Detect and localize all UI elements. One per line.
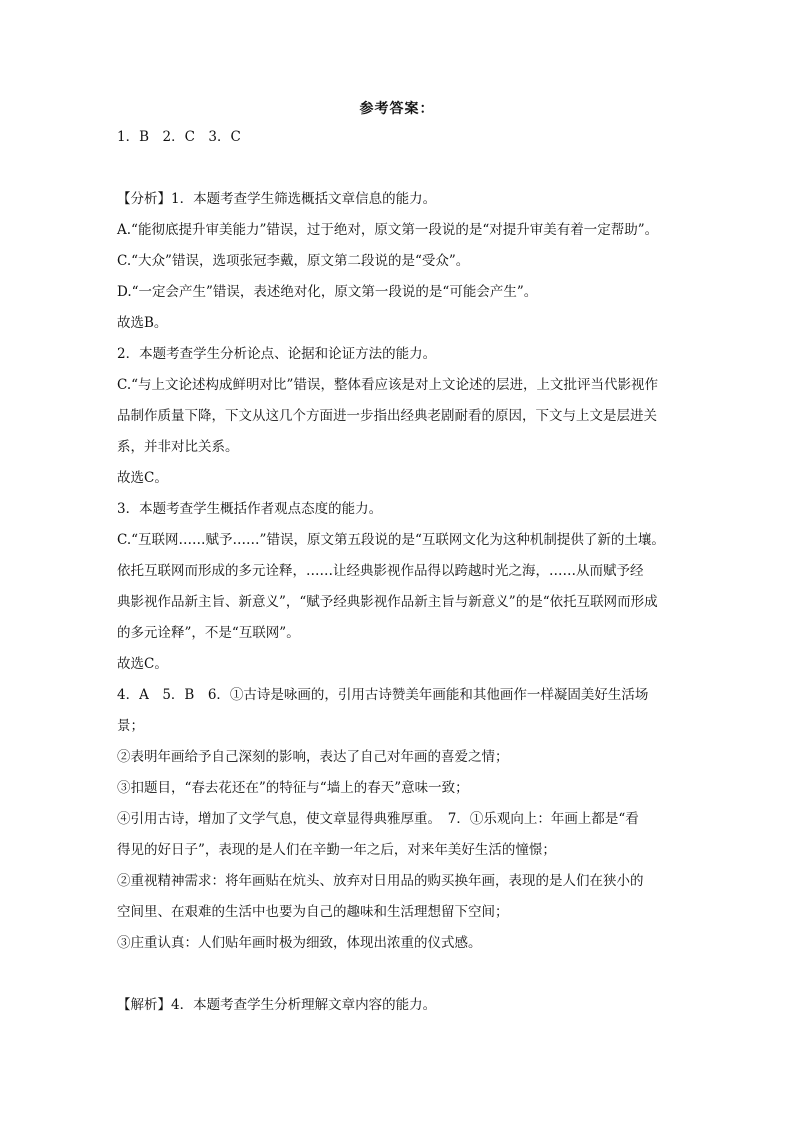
q6-point-4-and-q7-line: ④引用古诗，增加了文学气息，使文章显得典雅厚重。 7．①乐观向上：年画上都是“看: [117, 811, 639, 827]
blank-line: [117, 153, 702, 184]
answers-4-6-continuation: 景；: [117, 718, 144, 734]
q2-explanation-line-1: C.“与上文论述构成鲜明对比”错误，整体看应该是对上文论述的层进，上文批评当代影视作: [117, 377, 658, 393]
q7-point-2-continuation: 空间里、在艰难的生活中也要为自己的趣味和生活理想留下空间；: [117, 904, 509, 920]
choice-line-3: 故选C。: [117, 656, 168, 672]
q7-point-3-line: ③庄重认真：人们贴年画时极为细致，体现出浓重的仪式感。: [117, 935, 482, 951]
answer-key-title: 参考答案：: [359, 101, 435, 117]
q3-explanation-line-2: 依托互联网而形成的多元诠释，……让经典影视作品得以跨越时光之海，……从而赋予经: [117, 563, 644, 579]
q7-point-2-line: ②重视精神需求：将年画贴在炕头、放弃对日用品的购买换年画，表现的是人们在狭小的: [117, 873, 644, 889]
q3-explanation-line-4: 的多元诠释”，不是“互联网”。: [117, 625, 300, 641]
choice-line-1: 故选B。: [117, 315, 168, 331]
question-2-line: 2．本题考查学生分析论点、论据和论证方法的能力。: [117, 346, 437, 362]
explanation-heading-line: 【解析】4．本题考查学生分析理解文章内容的能力。: [117, 997, 437, 1013]
analysis-line-a: A.“能彻底提升审美能力”错误，过于绝对，原文第一段说的是“对提升审美有着一定帮助”。: [117, 222, 659, 238]
q3-explanation-line-3: 典影视作品新主旨、新意义”，“赋予经典影视作品新主旨与新意义”的是“依托互联网而形成: [117, 594, 658, 610]
question-3-line: 3．本题考查学生概括作者观点态度的能力。: [117, 501, 383, 517]
q2-explanation-line-2: 品制作质量下降，下文从这几个方面进一步指出经典老剧耐看的原因，下文与上文是层进关: [117, 408, 657, 424]
q6-point-2-line: ②表明年画给予自己深刻的影响，表达了自己对年画的喜爱之情；: [117, 749, 509, 765]
q7-point-1-continuation: 得见的好日子”，表现的是人们在辛勤一年之后，对来年美好生活的憧憬；: [117, 842, 556, 858]
blank-line: [117, 959, 702, 990]
answers-summary-line: 1．B 2．C 3．C: [117, 129, 241, 145]
q2-explanation-line-3: 系，并非对比关系。: [117, 439, 239, 455]
answer-content: [117, 122, 702, 1021]
q6-point-3-line: ③扣题目，“春去花还在”的特征与“墙上的春天”意味一致；: [117, 780, 469, 796]
analysis-line-d: D.“一定会产生”错误，表述绝对化，原文第一段说的是“可能会产生”。: [117, 284, 538, 300]
answers-4-6-line: 4．A 5．B 6．①古诗是咏画的，引用古诗赞美年画能和其他画作一样凝固美好生活场: [117, 687, 649, 703]
choice-line-2: 故选C。: [117, 470, 168, 486]
analysis-line-c: C.“大众”错误，选项张冠李戴，原文第二段说的是“受众”。: [117, 253, 470, 269]
q3-explanation-line-1: C.“互联网……赋予……”错误，原文第五段说的是“互联网文化为这种机制提供了新的土壤。: [117, 532, 665, 548]
analysis-heading-line: 【分析】1．本题考查学生筛选概括文章信息的能力。: [117, 191, 437, 207]
